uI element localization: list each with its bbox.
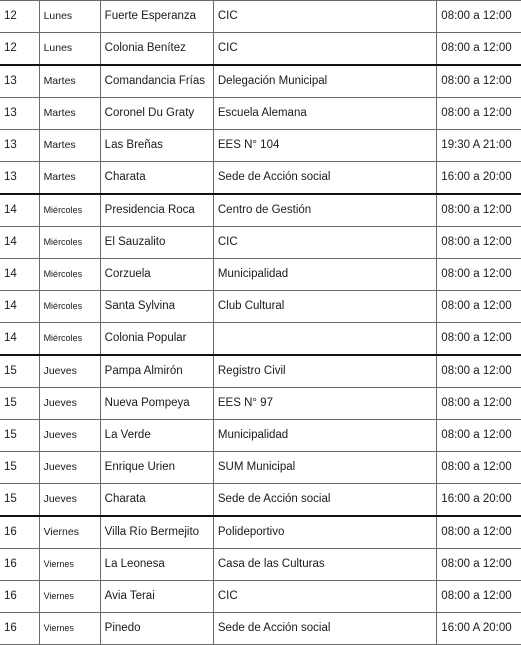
cell-date: 16 [0, 516, 39, 549]
table-row [0, 355, 521, 388]
cell-town: Villa Río Bermejito [100, 516, 213, 549]
cell-day: Miércoles [39, 259, 100, 291]
table-row [0, 484, 521, 517]
cell-time: 08:00 a 12:00 [437, 355, 521, 388]
cell-town: El Sauzalito [100, 227, 213, 259]
cell-time: 08:00 a 12:00 [437, 388, 521, 420]
cell-day: Martes [39, 98, 100, 130]
cell-day: Martes [39, 162, 100, 195]
cell-time: 08:00 a 12:00 [437, 581, 521, 613]
cell-time: 08:00 a 12:00 [437, 65, 521, 98]
cell-venue: Escuela Alemana [213, 98, 436, 130]
table-row [0, 162, 521, 195]
cell-time: 16:00 a 20:00 [437, 162, 521, 195]
table-row [0, 194, 521, 227]
cell-day: Viernes [39, 613, 100, 645]
cell-day: Jueves [39, 420, 100, 452]
cell-town: Coronel Du Graty [100, 98, 213, 130]
cell-venue: Sede de Acción social [213, 484, 436, 517]
cell-day: Lunes [39, 1, 100, 33]
cell-date: 12 [0, 1, 39, 33]
cell-venue: Sede de Acción social [213, 613, 436, 645]
cell-time: 08:00 a 12:00 [437, 194, 521, 227]
cell-time: 08:00 a 12:00 [437, 452, 521, 484]
cell-date: 13 [0, 162, 39, 195]
cell-venue: CIC [213, 227, 436, 259]
table-row [0, 98, 521, 130]
table-row [0, 581, 521, 613]
cell-time: 08:00 a 12:00 [437, 323, 521, 356]
table-row [0, 259, 521, 291]
cell-date: 15 [0, 484, 39, 517]
cell-day: Miércoles [39, 227, 100, 259]
cell-date: 14 [0, 291, 39, 323]
cell-town: Charata [100, 162, 213, 195]
cell-date: 14 [0, 227, 39, 259]
cell-town: Corzuela [100, 259, 213, 291]
cell-time: 08:00 a 12:00 [437, 291, 521, 323]
schedule-body [0, 1, 521, 645]
table-row [0, 452, 521, 484]
cell-time: 08:00 a 12:00 [437, 516, 521, 549]
cell-venue: Sede de Acción social [213, 162, 436, 195]
cell-venue: Delegación Municipal [213, 65, 436, 98]
cell-town: Nueva Pompeya [100, 388, 213, 420]
cell-day: Lunes [39, 33, 100, 66]
cell-town: Colonia Popular [100, 323, 213, 356]
cell-date: 15 [0, 355, 39, 388]
cell-day: Viernes [39, 516, 100, 549]
cell-venue: Registro Civil [213, 355, 436, 388]
cell-day: Viernes [39, 549, 100, 581]
cell-date: 13 [0, 98, 39, 130]
cell-town: Pampa Almirón [100, 355, 213, 388]
cell-venue: Casa de las Culturas [213, 549, 436, 581]
cell-town: Enrique Urien [100, 452, 213, 484]
cell-venue: CIC [213, 1, 436, 33]
cell-venue: EES N° 97 [213, 388, 436, 420]
cell-town: Presidencia Roca [100, 194, 213, 227]
cell-date: 16 [0, 581, 39, 613]
cell-town: Pinedo [100, 613, 213, 645]
cell-time: 08:00 a 12:00 [437, 227, 521, 259]
cell-town: La Verde [100, 420, 213, 452]
cell-venue: SUM Municipal [213, 452, 436, 484]
cell-time: 16:00 a 20:00 [437, 484, 521, 517]
table-row [0, 516, 521, 549]
cell-date: 15 [0, 388, 39, 420]
table-row [0, 549, 521, 581]
table-row [0, 227, 521, 259]
cell-venue: EES N° 104 [213, 130, 436, 162]
cell-day: Jueves [39, 355, 100, 388]
table-row [0, 130, 521, 162]
table-row [0, 323, 521, 356]
cell-date: 13 [0, 130, 39, 162]
cell-time: 08:00 a 12:00 [437, 1, 521, 33]
cell-day: Jueves [39, 388, 100, 420]
cell-time: 08:00 a 12:00 [437, 259, 521, 291]
table-row [0, 65, 521, 98]
cell-time: 08:00 a 12:00 [437, 33, 521, 66]
cell-venue: Polideportivo [213, 516, 436, 549]
cell-day: Viernes [39, 581, 100, 613]
cell-venue: Municipalidad [213, 420, 436, 452]
cell-venue: Club Cultural [213, 291, 436, 323]
table-row [0, 388, 521, 420]
cell-venue: Centro de Gestión [213, 194, 436, 227]
cell-town: Comandancia Frías [100, 65, 213, 98]
cell-day: Martes [39, 65, 100, 98]
cell-venue [213, 323, 436, 356]
cell-day: Jueves [39, 484, 100, 517]
cell-date: 16 [0, 613, 39, 645]
cell-day: Martes [39, 130, 100, 162]
cell-time: 16:00 A 20:00 [437, 613, 521, 645]
cell-date: 16 [0, 549, 39, 581]
cell-date: 14 [0, 259, 39, 291]
cell-day: Miércoles [39, 194, 100, 227]
cell-date: 15 [0, 420, 39, 452]
cell-date: 13 [0, 65, 39, 98]
cell-date: 14 [0, 323, 39, 356]
cell-venue: Municipalidad [213, 259, 436, 291]
cell-day: Miércoles [39, 323, 100, 356]
cell-time: 19:30 A 21:00 [437, 130, 521, 162]
cell-time: 08:00 a 12:00 [437, 420, 521, 452]
cell-town: Las Breñas [100, 130, 213, 162]
cell-town: Colonia Benítez [100, 33, 213, 66]
cell-town: Avia Terai [100, 581, 213, 613]
table-row [0, 420, 521, 452]
cell-date: 14 [0, 194, 39, 227]
cell-day: Jueves [39, 452, 100, 484]
cell-town: La Leonesa [100, 549, 213, 581]
cell-time: 08:00 a 12:00 [437, 549, 521, 581]
cell-date: 12 [0, 33, 39, 66]
cell-town: Fuerte Esperanza [100, 1, 213, 33]
table-row [0, 33, 521, 66]
cell-day: Miércoles [39, 291, 100, 323]
cell-venue: CIC [213, 581, 436, 613]
cell-time: 08:00 a 12:00 [437, 98, 521, 130]
cell-date: 15 [0, 452, 39, 484]
table-row [0, 1, 521, 33]
table-row [0, 613, 521, 645]
table-row [0, 291, 521, 323]
cell-town: Santa Sylvina [100, 291, 213, 323]
cell-town: Charata [100, 484, 213, 517]
cell-venue: CIC [213, 33, 436, 66]
